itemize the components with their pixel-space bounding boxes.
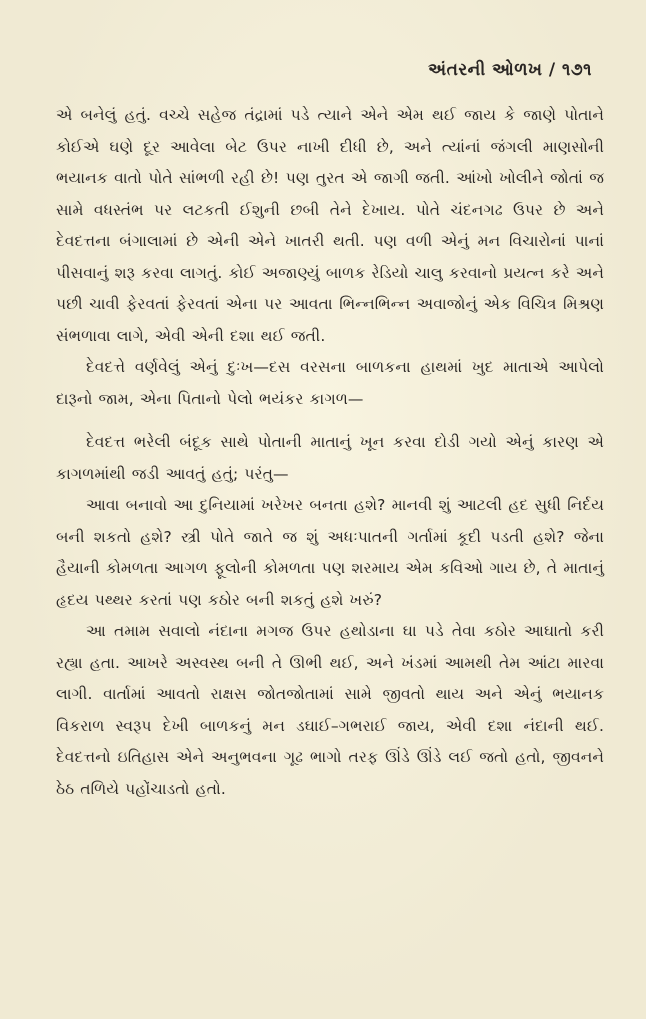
body-text — [56, 100, 604, 805]
paragraph: આ તમામ સવાલો નંદાના મગજ ઉપર હથોડાના ઘા પડે તેવા કઠોર આઘાતો કરી રહ્યા હતા. આખરે અસ્વસ્થ બની તે ઊભી થઈ, અને ખંડમાં આમથી તેમ આંટા મારવા લાગી. વાર્તામાં આવતો રાક્ષસ જોતજોતામાં સામે જીવતો થાય અને એનું ભયાનક વિકરાળ સ્વરૂપ દેખી બાળકનું મન ડઘાઈ–ગભરાઈ જાય, એવી દશા નંદાની થઈ. દેવદત્તનો ઇતિહાસ એને અનુભવના ગૂઢ ભાગો તરફ ઊંડે ઊંડે લઈ જતો હતો, જીવનને ઠેઠ તળિયે પહોંચાડતો હતો. — [56, 622, 604, 798]
paragraph: દેવદત્તે વર્ણવેલું એનું દુઃખ—દસ વરસના બાળકના હાથમાં ખુદ માતાએ આપેલો દારૂનો જામ, એના પિતાનો પેલો ભયંકર કાગળ— — [56, 358, 604, 408]
paragraph: એ બનેલું હતું. વચ્ચે સહેજ તંદ્રામાં પડે ત્યાને એને એમ થઈ જાય કે જાણે પોતાને કોઈએ ઘણે દૂર આવેલા બેટ ઉપર નાખી દીધી છે, અને ત્યાંનાં જંગલી માણસોની ભયાનક વાતો પોતે સાંભળી રહી છે! પણ તુરત એ જાગી જતી. આંખો ખોલીને જોતાં જ સામે વધસ્તંભ પર લટકતી ઈશુની છબી તેને દેખાય. પોતે ચંદનગઢ ઉપર છે અને દેવદત્તના બંગાલામાં છે એની એને ખાતરી થતી. પણ વળી એનું મન વિચારોનાં પાનાં પીસવાનું શરૂ કરવા લાગતું. કોઈ અજાણ્યું બાળક રેડિયો ચાલુ કરવાનો પ્રયત્ન કરે અને પછી ચાવી ફેરવતાં ફેરવતાં એના પર આવતા ભિન્નભિન્ન અવાજોનું એક વિચિત્ર મિશ્રણ સંભળાવા લાગે, એવી એની દશા થઈ જતી. — [56, 106, 604, 345]
paragraph: દેવદત્ત ભરેલી બંદૂક સાથે પોતાની માતાનું ખૂન કરવા દોડી ગયો એનું કારણ એ કાગળમાંથી જડી આવતું હતું; પરંતુ— — [56, 433, 604, 483]
running-head: અંતરની ઓળખ / ૧૭૧ — [428, 60, 592, 80]
paragraph: આવા બનાવો આ દુનિયામાં ખરેખર બનતા હશે? માનવી શું આટલી હદ સુધી નિર્દય બની શકતો હશે? સ્ત્રી પોતે જાતે જ શું અધઃપાતની ગર્તામાં કૂદી પડતી હશે? જેના હૈયાની કોમળતા આગળ ફૂલોની કોમળતા પણ શરમાય એમ કવિઓ ગાય છે, તે માતાનું હૃદય પથ્થર કરતાં પણ કઠોર બની શકતું હશે ખરું? — [56, 496, 604, 609]
